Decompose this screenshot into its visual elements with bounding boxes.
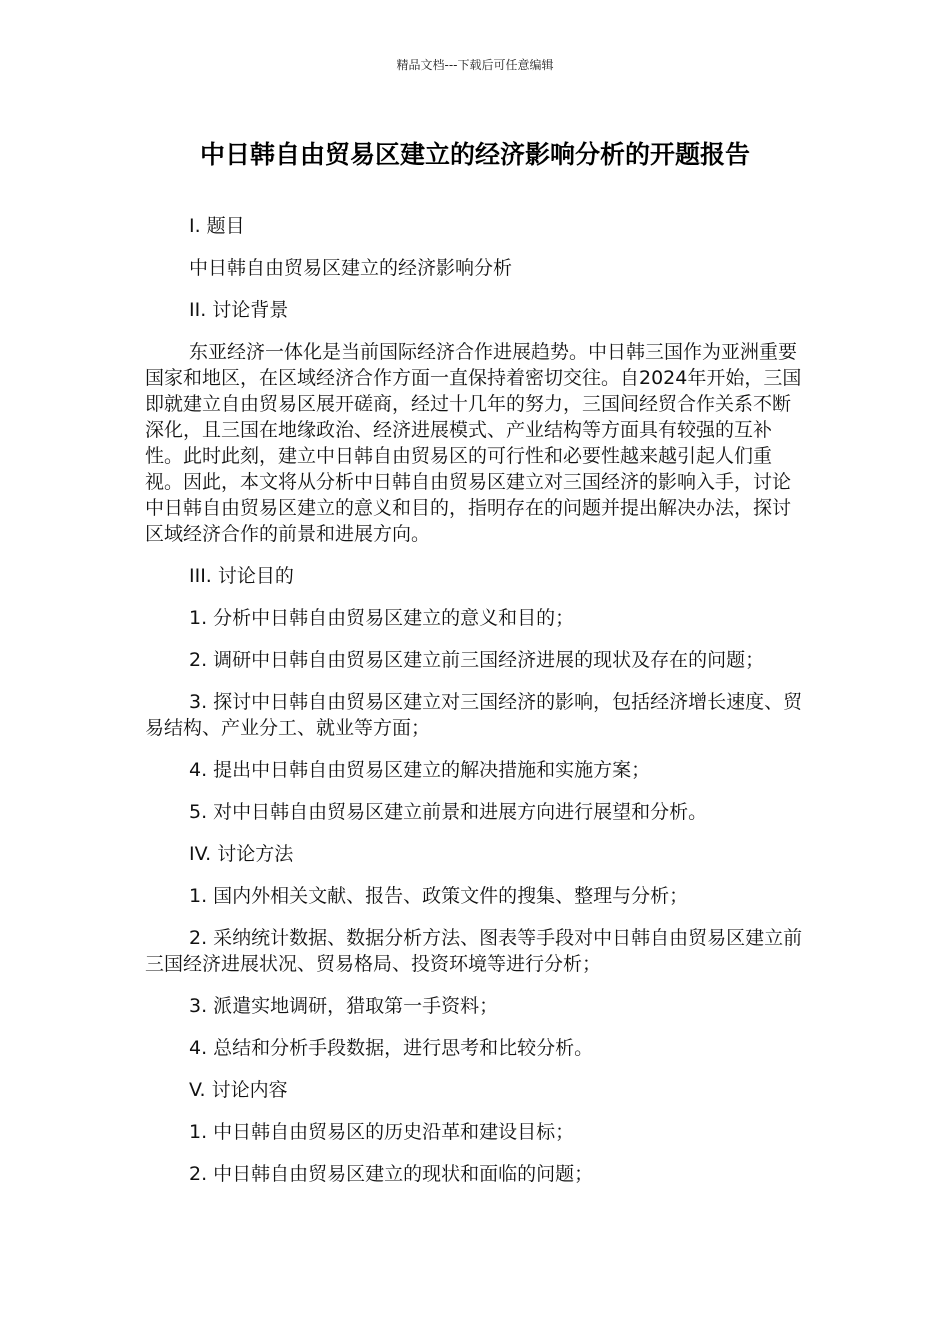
content-item-2: 2. 中日韩自由贸易区建立的现状和面临的问题； [189, 1163, 594, 1185]
section-heading-background: II. 讨论背景 [189, 299, 289, 321]
header-note: 精品文档---下载后可任意编辑 [396, 58, 554, 72]
purpose-item-4: 4. 提出中日韩自由贸易区建立的解决措施和实施方案； [189, 759, 651, 781]
purpose-item-1: 1. 分析中日韩自由贸易区建立的意义和目的； [189, 607, 575, 629]
method-item-4: 4. 总结和分析手段数据，进行思考和比较分析。 [189, 1037, 594, 1059]
method-item-1: 1. 国内外相关文献、报告、政策文件的搜集、整理与分析； [189, 885, 689, 907]
purpose-item-3: 3. 探讨中日韩自由贸易区建立对三国经济的影响，包括经济增长速度、贸易结构、产业分工、就业等方面； [145, 691, 803, 739]
purpose-item-5: 5. 对中日韩自由贸易区建立前景和进展方向进行展望和分析。 [189, 801, 708, 823]
section-heading-topic: I. 题目 [189, 215, 245, 237]
background-paragraph: 东亚经济一体化是当前国际经济合作进展趋势。中日韩三国作为亚洲重要国家和地区，在区域经济合作方面一直保持着密切交往。自2024年开始，三国即就建立自由贸易区展开磋商，经过十几年的努力，三国间经贸合作关系不断深化，且三国在地缘政治、经济进展模式、产业结构等方面具有较强的互补性。此时此刻，建立中日韩自由贸易区的可行性和必要性越来越引起人们重视。因此，本文将从分析中日韩自由贸易区建立对三国经济的影响入手，讨论中日韩自由贸易区建立的意义和目的，指明存在的问题并提出解决办法，探讨区域经济合作的前景和进展方向。 [145, 341, 802, 545]
section-heading-purpose: III. 讨论目的 [189, 565, 294, 587]
content-item-1: 1. 中日韩自由贸易区的历史沿革和建设目标； [189, 1121, 575, 1143]
section-heading-content: V. 讨论内容 [189, 1079, 288, 1101]
section-heading-methods: IV. 讨论方法 [189, 843, 294, 865]
document-title: 中日韩自由贸易区建立的经济影响分析的开题报告 [199, 140, 750, 169]
purpose-item-2: 2. 调研中日韩自由贸易区建立前三国经济进展的现状及存在的问题； [189, 649, 765, 671]
method-item-3: 3. 派遣实地调研，猎取第一手资料； [189, 995, 499, 1017]
method-item-2: 2. 采纳统计数据、数据分析方法、图表等手段对中日韩自由贸易区建立前三国经济进展状况、贸易格局、投资环境等进行分析； [145, 927, 803, 975]
topic-text: 中日韩自由贸易区建立的经济影响分析 [189, 257, 513, 279]
document-body [145, 213, 807, 1203]
